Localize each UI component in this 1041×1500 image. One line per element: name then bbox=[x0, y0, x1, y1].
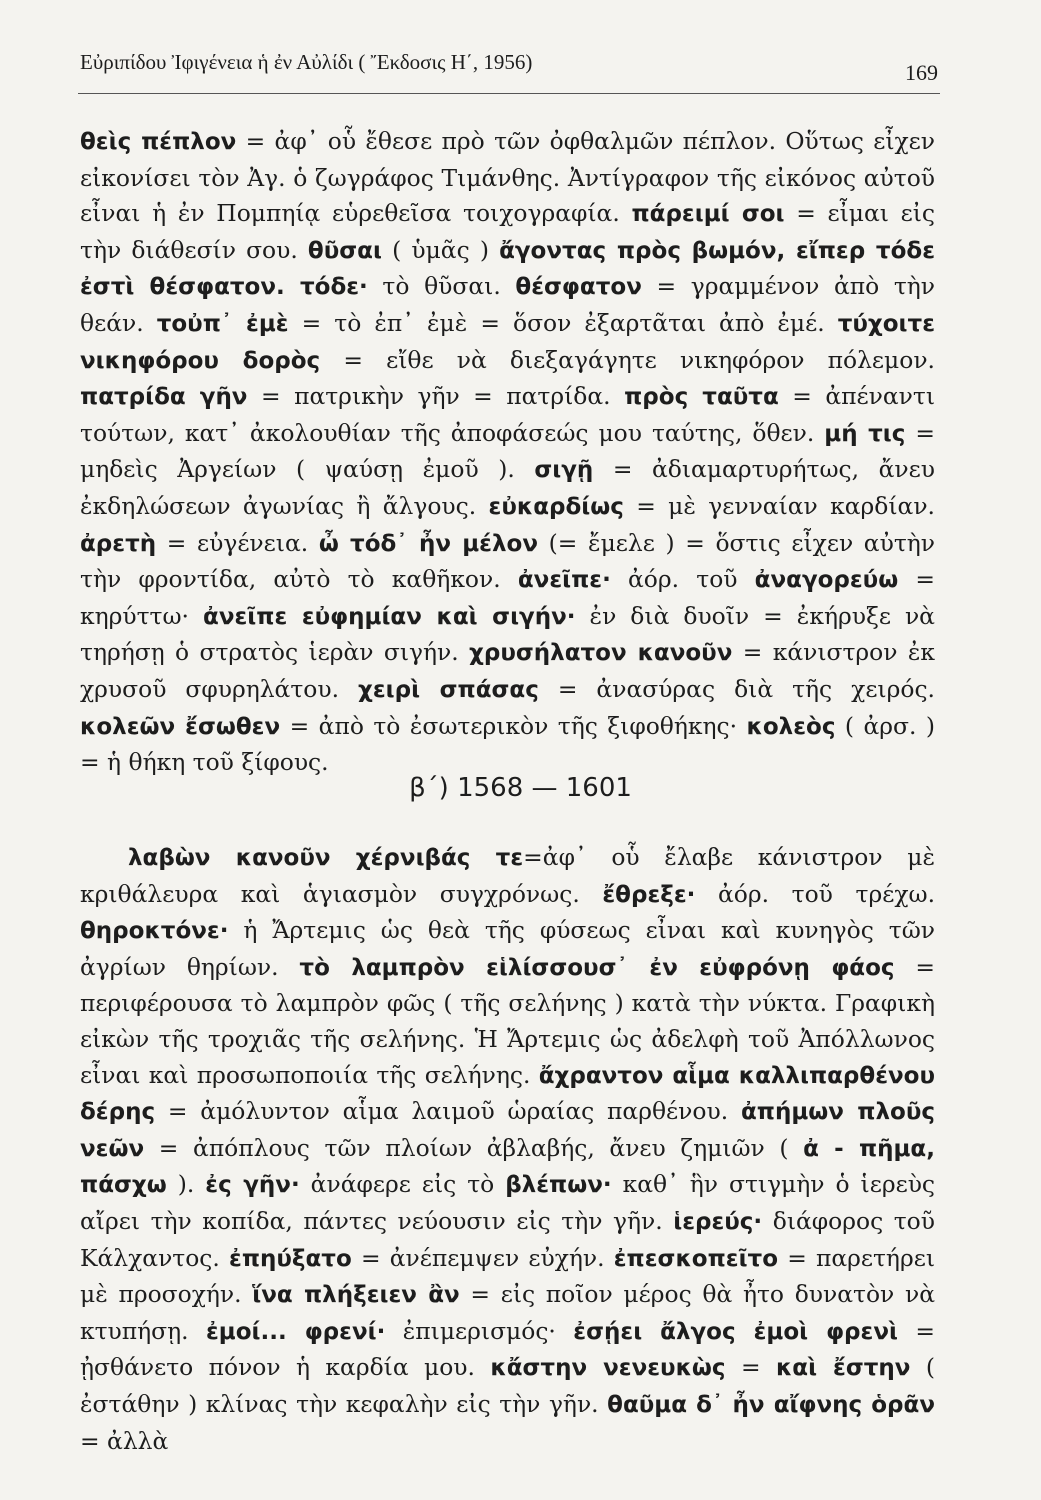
gloss-text: ἐπιμερισμός· bbox=[385, 1316, 574, 1345]
gloss-text: = εὐγένεια. bbox=[156, 528, 319, 557]
lemma-term: σιγῇ bbox=[534, 457, 594, 484]
lemma-term: ἱερεύς· bbox=[673, 1208, 763, 1235]
lemma-term: χρυσήλατον κανοῦν bbox=[469, 640, 733, 667]
lemma-term: ἄγοντας πρὸς βωμόν, εἴπερ τόδε ἐστὶ θέσφατον. τόδε· bbox=[80, 237, 935, 301]
page-number: 169 bbox=[905, 60, 938, 85]
running-title: Εὐριπίδου Ἰφιγένεια ἡ ἐν Αὐλίδι ( Ἔκδοσις Η΄, 1956) bbox=[80, 50, 533, 74]
gloss-text: ( ἀρσ. ) = ἡ θήκη τοῦ ξίφους. bbox=[80, 711, 936, 777]
lemma-term: βλέπων· bbox=[505, 1172, 612, 1199]
lemma-term: ἀπήμων πλοῦς νεῶν bbox=[80, 1099, 935, 1162]
gloss-text: = ἀπέναντι τούτων, κατ᾽ ἀκολουθίαν τῆς ἀποφάσεώς μου ταύτης, ὅθεν. bbox=[80, 382, 935, 447]
gloss-text: = μηδεὶς Ἀργείων ( ψαύσῃ ἐμοῦ ). bbox=[80, 418, 935, 484]
lemma-term: ἔθρεξε· bbox=[602, 881, 696, 908]
running-header bbox=[80, 50, 940, 85]
gloss-text: ἀνάφερε εἰς τὸ bbox=[299, 1170, 506, 1199]
header-rule bbox=[78, 93, 940, 94]
lemma-term: ἀ - πῆμα, πάσχω bbox=[80, 1135, 935, 1199]
lemma-term: θέσφατον bbox=[515, 274, 642, 301]
lemma-term: ἐμοί... φρενί· bbox=[206, 1318, 386, 1345]
lemma-term: πρὸς ταῦτα bbox=[624, 384, 779, 411]
gloss-text: καθ᾽ ἣν στιγμὴν ὁ ἱερεὺς αἴρει τὴν κοπίδα, πάντες νεύουσιν εἰς τὴν γῆν. bbox=[80, 1170, 936, 1235]
lemma-term: πατρίδα γῆν bbox=[80, 384, 248, 411]
gloss-text: ). bbox=[166, 1170, 206, 1199]
lemma-term: ἀνεῖπε· bbox=[517, 567, 611, 594]
lemma-term: θηροκτόνε· bbox=[80, 918, 229, 945]
gloss-text: = ἀδιαμαρτυρήτως, ἄνευ ἐκδηλώσεων ἀγωνίας ἢ ἄλγους. bbox=[80, 455, 935, 520]
gloss-text: ἡ Ἄρτεμις ὡς θεὰ τῆς φύσεως εἶναι καὶ κυνηγὸς τῶν ἀγρίων θηρίων. bbox=[80, 916, 935, 981]
lemma-term: χειρὶ σπάσας bbox=[358, 676, 539, 703]
gloss-text: = εἶμαι εἰς τὴν διάθεσίν σου. bbox=[80, 199, 935, 264]
gloss-text: = ἀφ᾽ οὗ ἔθεσε πρὸ τῶν ὀφθαλμῶν πέπλον. Οὕτως εἶχεν εἰκονίσει τὸν Ἀγ. ὁ ζωγράφος Τιμάνθης. Ἀντίγραφον τῆς εἰκόνος αὐτοῦ εἶναι ἡ ἐν Πομπηίᾳ εὑρεθεῖσα τοιχογραφία. bbox=[80, 127, 935, 228]
lemma-term: τύχοιτε νικηφόρου δορὸς bbox=[80, 310, 935, 374]
gloss-text: = εἰς ποῖον μέρος θὰ ἦτο δυνατὸν νὰ κτυπήσῃ. bbox=[80, 1280, 936, 1345]
lemma-term: κολεὸς bbox=[746, 713, 836, 740]
lemma-term: πάρειμί σοι bbox=[631, 201, 785, 228]
gloss-text: ἐν διὰ δυοῖν = ἐκήρυξε νὰ τηρήσῃ ὁ στρατὸς ἱερὰν σιγήν. bbox=[80, 601, 935, 667]
gloss-text: = παρετήρει μὲ προσοχήν. bbox=[80, 1243, 935, 1309]
gloss-text: = τὸ ἐπ᾽ ἐμὲ = ὅσον ἐξαρτᾶται ἀπὸ ἐμέ. bbox=[288, 308, 838, 337]
lemma-term: ἀνεῖπε εὐφημίαν καὶ σιγήν· bbox=[203, 603, 576, 630]
gloss-text: ( ἐστάθην ) κλίνας τὴν κεφαλὴν εἰς τὴν γῆν. bbox=[80, 1353, 935, 1418]
lemma-term: μή τις bbox=[824, 420, 906, 447]
lemma-term: θαῦμα δ᾽ ἦν αἴφνης ὁρᾶν bbox=[607, 1391, 935, 1418]
lemma-term: ἐπεσκοπεῖτο bbox=[613, 1245, 779, 1272]
lemma-term: ἐσῄει ἄλγος ἐμοὶ φρενὶ bbox=[573, 1318, 898, 1345]
gloss-text: = ἀπὸ τὸ ἐσωτερικὸν τῆς ξιφοθήκης· bbox=[280, 711, 747, 740]
gloss-text: = ἀμόλυντον αἷμα λαιμοῦ ὡραίας παρθένου. bbox=[155, 1097, 741, 1126]
lemma-term: εὐκαρδίως bbox=[488, 493, 624, 520]
gloss-text: = γραμμένον ἀπὸ τὴν θεάν. bbox=[80, 272, 936, 337]
section-heading: β΄) 1568 — 1601 bbox=[409, 773, 632, 803]
gloss-text: τὸ θῦσαι. bbox=[367, 272, 516, 301]
lemma-term: λαβὼν κανοῦν χέρνιβάς τε bbox=[128, 845, 524, 871]
gloss-text: (= ἔμελε ) = ὅστις εἶχεν αὐτὴν τὴν φροντίδα, αὐτὸ τὸ καθῆκον. bbox=[80, 528, 935, 594]
gloss-text: = πατρικὴν γῆν = πατρίδα. bbox=[247, 382, 625, 411]
lemma-term: ἐς γῆν· bbox=[205, 1172, 300, 1199]
gloss-text: ἀόρ. τοῦ bbox=[610, 565, 755, 594]
gloss-text: = bbox=[725, 1353, 776, 1382]
gloss-text: = κάνιστρον ἐκ χρυσοῦ σφυρηλάτου. bbox=[80, 638, 936, 703]
gloss-text: = ἀπόπλους τῶν πλοίων ἀβλαβής, ἄνευ ζημιῶν ( bbox=[144, 1133, 804, 1162]
lemma-term: ἐπηύξατο bbox=[229, 1245, 352, 1272]
lemma-term: ἀρετὴ bbox=[80, 530, 157, 557]
lemma-term: καὶ ἔστην bbox=[775, 1355, 911, 1382]
gloss-text: =ἀφ᾽ οὗ ἔλαβε κάνιστρον μὲ κριθάλευρα καὶ ἁγιασμὸν συγχρόνως. bbox=[80, 843, 936, 908]
gloss-text: = ἀλλὰ bbox=[80, 1426, 169, 1455]
commentary-paragraph-2 bbox=[80, 840, 935, 1459]
lemma-term: κολεῶν ἔσωθεν bbox=[80, 713, 281, 740]
commentary-paragraph-1 bbox=[80, 124, 935, 781]
gloss-text: = κηρύττω· bbox=[80, 565, 935, 630]
gloss-text: = ᾐσθάνετο πόνον ἡ καρδία μου. bbox=[80, 1316, 935, 1382]
gloss-text: ( ὑμᾶς ) bbox=[381, 235, 500, 264]
gloss-text: ἀόρ. τοῦ τρέχω. bbox=[695, 879, 936, 908]
lemma-term: ἵνα πλήξειεν ἂν bbox=[252, 1282, 460, 1309]
gloss-text: = περιφέρουσα τὸ λαμπρὸν φῶς ( τῆς σελήνης ) κατὰ τὴν νύκτα. Γραφικὴ εἰκὼν τῆς τροχιᾶς τῆς σελήνης. Ἡ Ἄρτεμις ὡς ἀδελφὴ τοῦ Ἀπόλλωνος εἶναι καὶ προσωποποιία τῆς σελήνης. bbox=[80, 952, 935, 1089]
lemma-term: κἄστην νενευκὼς bbox=[490, 1355, 726, 1382]
gloss-text: = ἀνέπεμψεν εὐχήν. bbox=[351, 1243, 614, 1272]
gloss-text: = μὲ γενναίαν καρδίαν. bbox=[623, 491, 935, 520]
gloss-text: = ἀνασύρας διὰ τῆς χειρός. bbox=[538, 674, 935, 703]
lemma-term: τὸ λαμπρὸν εἱλίσσουσ᾽ ἐν εὐφρόνῃ φάος bbox=[299, 954, 895, 981]
gloss-text: = εἴθε νὰ διεξαγάγητε νικηφόρον πόλεμον. bbox=[320, 345, 935, 374]
lemma-term: ὦ τόδ᾽ ἦν μέλον bbox=[318, 530, 539, 557]
gloss-text: διάφορος τοῦ Κάλχαντος. bbox=[80, 1206, 935, 1272]
lemma-term: θῦσαι bbox=[307, 237, 382, 264]
lemma-term: τοὐπ᾽ ἐμὲ bbox=[156, 310, 289, 337]
lemma-term: ἀναγορεύω bbox=[754, 567, 899, 594]
lemma-term: θεὶς πέπλον bbox=[80, 129, 237, 155]
lemma-term: ἄχραντον αἷμα καλλιπαρθένου δέρης bbox=[80, 1062, 936, 1126]
